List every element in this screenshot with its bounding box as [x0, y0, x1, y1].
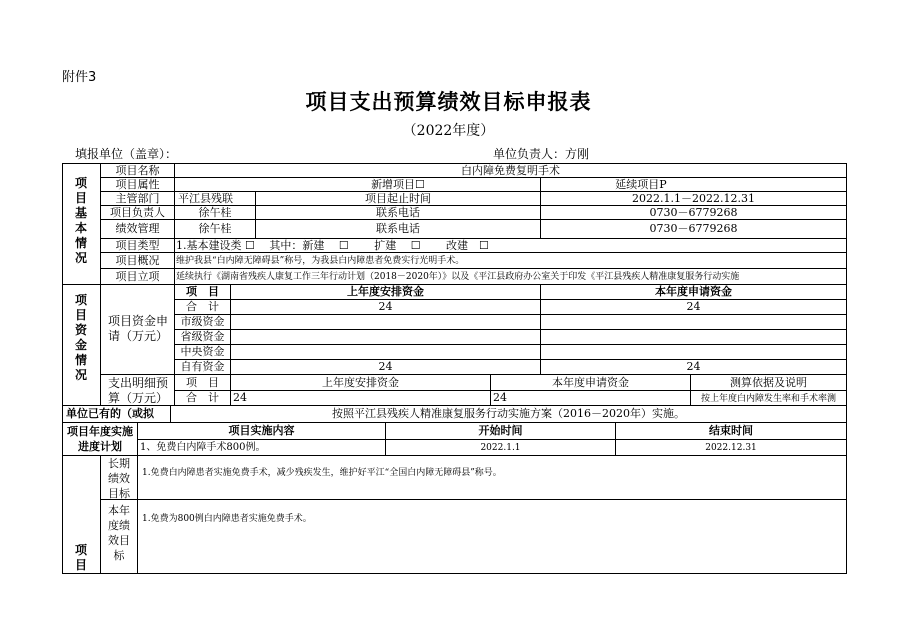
- d-col-basis: 测算依据及说明: [730, 376, 807, 389]
- funds-row-label: 中央资金: [180, 345, 225, 358]
- summary-value: 维护我县“白内障无障碍县”称号，为我县白内障患者免费实行光明手术。: [176, 256, 465, 266]
- funds-row-this: 24: [686, 300, 701, 313]
- goals-section-label: 项目: [74, 543, 87, 572]
- basis-value: 延续执行《湖南省残疾人康复工作三年行动计划（2018－2020年）》以及《平江县政府办公室关于印发《平江县残疾人精准康复服务行动实施: [176, 272, 740, 282]
- attr-new: 新增项目☐: [371, 178, 425, 191]
- funds-row-label: 自有资金: [180, 360, 225, 373]
- schedule-start: 2022.1.1: [480, 443, 521, 453]
- funds-row-this: 24: [686, 360, 701, 373]
- col-end: 结束时间: [709, 424, 753, 437]
- long-goal-label: 长期绩效目标: [108, 457, 130, 500]
- long-goal-value: 1.免费白内障患者实施免费手术，减少残疾发生，维护好平江“全国白内障无障碍县”称号。: [142, 468, 502, 478]
- funds-row-last: 24: [378, 360, 393, 373]
- d-total-label: 合 计: [186, 391, 219, 404]
- col-last-year: 上年度安排资金: [347, 285, 424, 298]
- schedule-content: 1、免费白内障手术800例。: [140, 442, 266, 453]
- basis-label: 项目立项: [115, 270, 160, 283]
- basic-section-label: 项目基本情况: [74, 176, 87, 265]
- leader-value: 徐午桂: [198, 206, 232, 219]
- attr-label: 项目属性: [115, 178, 160, 191]
- col-item: 项 目: [186, 285, 219, 298]
- d-col-item: 项 目: [186, 376, 219, 389]
- existing-value: 按照平江县残疾人精准康复服务行动实施方案（2016－2020年）实施。: [332, 407, 685, 420]
- perf-label: 绩效管理: [115, 222, 160, 235]
- type-label: 项目类型: [115, 239, 160, 252]
- existing-label: 单位已有的（或拟: [66, 407, 154, 420]
- unit-responsible: 单位负责人：方刚: [493, 147, 590, 161]
- schedule-label: 项目年度实施进度计划: [67, 425, 133, 453]
- d-col-last: 上年度安排资金: [322, 376, 399, 389]
- phone-value: 0730－6779268: [649, 206, 738, 219]
- summary-label: 项目概况: [115, 254, 160, 267]
- perf-value: 徐午桂: [198, 222, 232, 235]
- year-goal-label: 本年度绩效目标: [108, 504, 130, 562]
- col-this-year: 本年度申请资金: [655, 285, 732, 298]
- phone2-label: 联系电话: [376, 222, 420, 235]
- phone2-value: 0730－6779268: [649, 222, 738, 235]
- d-total-basis: 按上年度白内障发生率和手术率测: [700, 394, 836, 404]
- schedule-end: 2022.12.31: [705, 443, 757, 453]
- page-title: 项目支出预算绩效目标申报表: [305, 90, 592, 114]
- apply-label: 项目资金申请（万元）: [107, 314, 168, 343]
- dept-value: 平江县残联: [178, 192, 233, 205]
- funds-row-last: 24: [378, 300, 393, 313]
- funds-row-label: 省级资金: [180, 330, 225, 343]
- detail-label: 支出明细预算（万元）: [107, 376, 168, 405]
- funds-section-label: 项目资金情况: [74, 293, 87, 382]
- d-total-last: 24: [233, 391, 247, 404]
- attr-continue: 延续项目P: [615, 178, 667, 191]
- d-col-this: 本年度申请资金: [552, 376, 629, 389]
- d-total-this: 24: [493, 391, 507, 404]
- year-goal-value: 1.免费为800例白内障患者实施免费手术。: [142, 514, 312, 524]
- attachment-label: 附件3: [62, 70, 97, 85]
- year-label: （2022年度）: [402, 123, 495, 139]
- phone-label: 联系电话: [376, 206, 420, 219]
- col-content: 项目实施内容: [228, 424, 295, 437]
- period-label: 项目起止时间: [365, 192, 431, 205]
- leader-label: 项目负责人: [110, 206, 165, 219]
- funds-row-label: 合 计: [186, 300, 219, 313]
- col-start: 开始时间: [478, 424, 523, 437]
- fill-unit-label: 填报单位（盖章）：: [75, 147, 178, 161]
- period-value: 2022.1.1－2022.12.31: [632, 192, 755, 205]
- name-value: 白内障免费复明手术: [461, 164, 560, 177]
- dept-label: 主管部门: [115, 192, 160, 205]
- type-value: 1.基本建设类 ☐ 其中：新建 ☐ 扩建 ☐ 改建 ☐: [176, 239, 489, 252]
- funds-row-label: 市级资金: [180, 315, 225, 328]
- name-label: 项目名称: [115, 164, 160, 177]
